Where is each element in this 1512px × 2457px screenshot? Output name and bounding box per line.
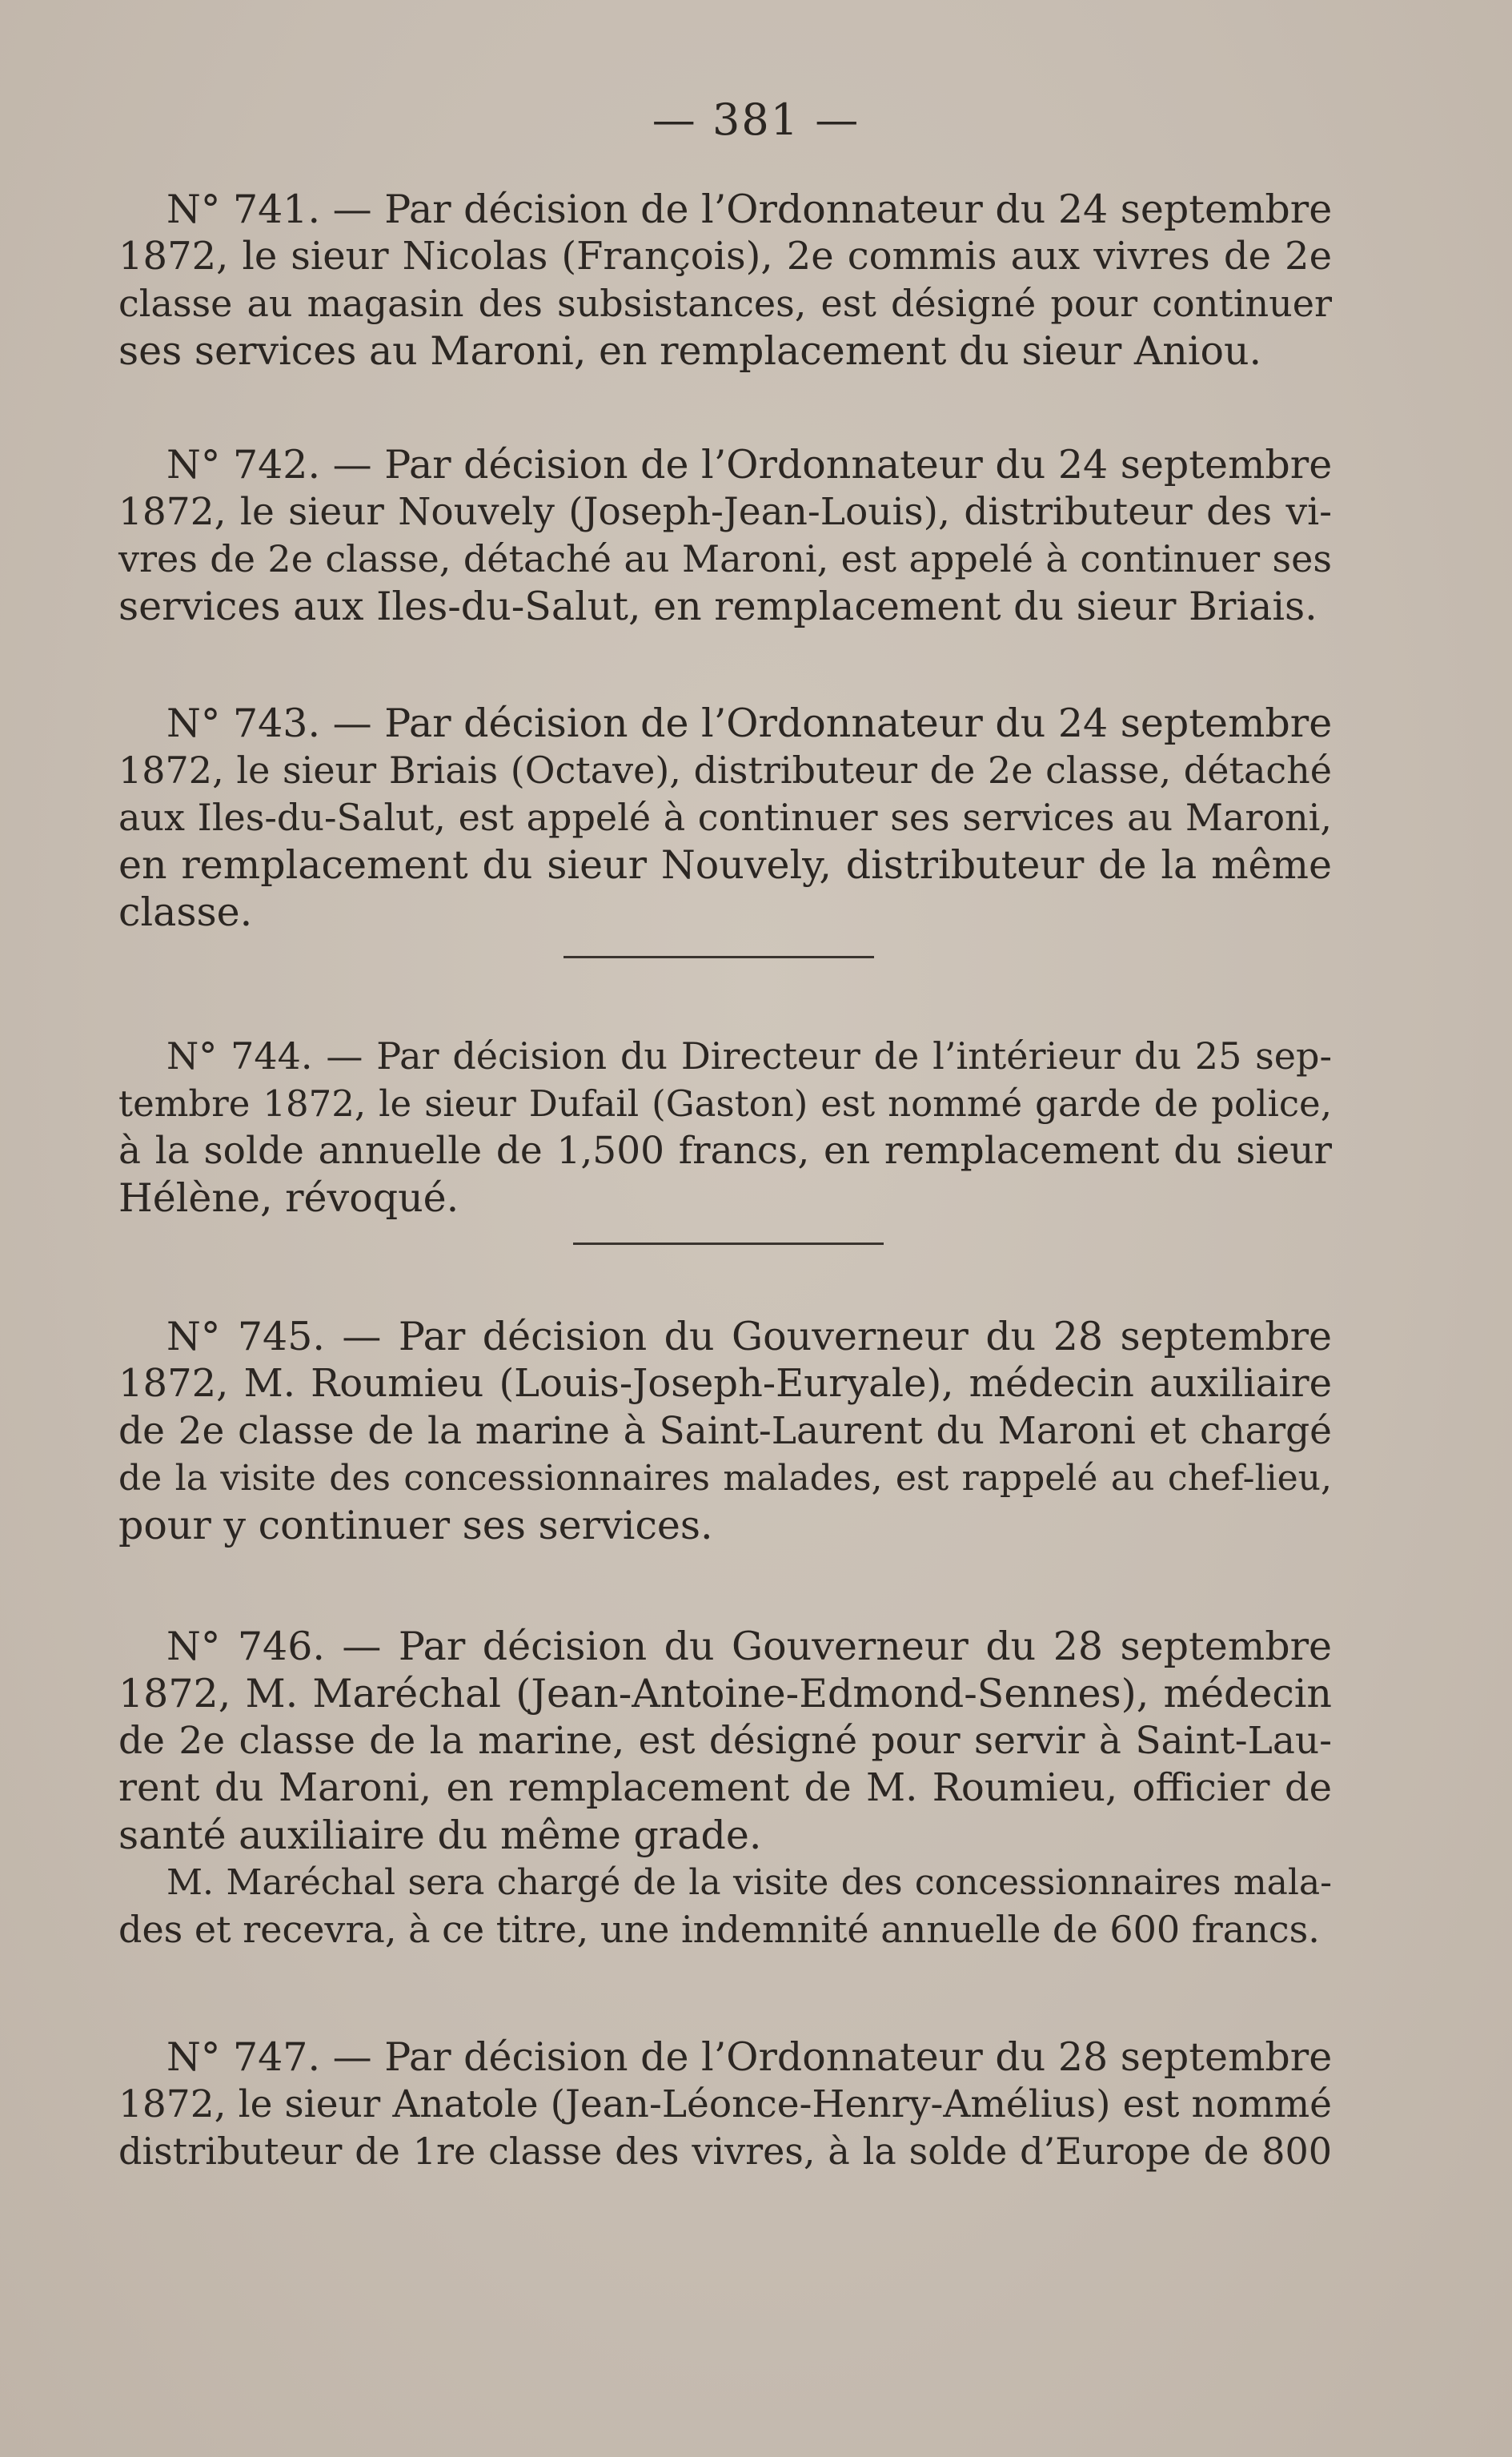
section-divider (573, 1243, 884, 1245)
entry-line: classe au magasin des subsistances, est désigné pour continuer (118, 282, 1332, 325)
entry-line: 1872, le sieur Anatole (Jean-Léonce-Henry-Amélius) est nommé (118, 2082, 1332, 2126)
entry-line: classe. (118, 889, 253, 935)
entry-line: 1872, M. Maréchal (Jean-Antoine-Edmond-Sennes), médecin (118, 1671, 1332, 1716)
entry-line: N° 746. — Par décision du Gouverneur du 28 septembre (166, 1624, 1332, 1669)
entry-745 (118, 1313, 1332, 1549)
entry-line: en remplacement du sieur Nouvely, distributeur de la même (118, 842, 1332, 888)
entry-line: à la solde annuelle de 1,500 francs, en remplacement du sieur (118, 1129, 1332, 1173)
entry-line: 1872, le sieur Nicolas (François), 2e commis aux vivres de 2e (118, 234, 1332, 279)
entry-line: N° 743. — Par décision de l’Ordonnateur du 24 septembre (166, 701, 1333, 746)
entry-line: 1872, le sieur Nouvely (Joseph-Jean-Louis), distributeur des vi- (118, 490, 1332, 534)
entry-line: tembre 1872, le sieur Dufail (Gaston) est nommé garde de police, (118, 1082, 1332, 1125)
entry-741 (118, 186, 1332, 375)
entry-747 (118, 2033, 1332, 2175)
entry-line: aux Iles-du-Salut, est appelé à continuer ses services au Maroni, (118, 796, 1332, 839)
page-number-header: — 381 — (652, 94, 860, 145)
entry-line: services aux Iles-du-Salut, en remplacement du sieur Briais. (118, 584, 1317, 629)
entry-line: de 2e classe de la marine à Saint-Laurent du Maroni et chargé (118, 1409, 1332, 1453)
entry-line: Hélène, révoqué. (118, 1175, 459, 1221)
entry-line: 1872, M. Roumieu (Louis-Joseph-Euryale), médecin auxiliaire (118, 1361, 1332, 1406)
entry-line: N° 742. — Par décision de l’Ordonnateur du 24 septembre (166, 442, 1333, 488)
entry-line: pour y continuer ses services. (118, 1503, 713, 1548)
entry-line: vres de 2e classe, détaché au Maroni, est appelé à continuer ses (118, 537, 1332, 580)
entry-742 (118, 441, 1332, 630)
entry-line: ses services au Maroni, en remplacement du sieur Aniou. (118, 328, 1262, 374)
entry-743 (118, 700, 1332, 936)
entry-line: rent du Maroni, en remplacement de M. Roumieu, officier de (118, 1765, 1332, 1810)
entry-line: 1872, le sieur Briais (Octave), distributeur de 2e classe, détaché (118, 749, 1332, 792)
entry-line: santé auxiliaire du même grade. (118, 1813, 762, 1858)
entry-line: des et recevra, à ce titre, une indemnité annuelle de 600 francs. (118, 1908, 1320, 1951)
entry-744 (118, 1033, 1332, 1222)
entry-line: M. Maréchal sera chargé de la visite des concessionnaires mala- (166, 1862, 1332, 1903)
entry-line: N° 745. — Par décision du Gouverneur du 28 septembre (166, 1314, 1332, 1359)
entry-line: distributeur de 1re classe des vivres, à la solde d’Europe de 800 (118, 2130, 1332, 2173)
entry-line: N° 744. — Par décision du Directeur de l’intérieur du 25 sep- (166, 1034, 1332, 1078)
entry-line: de 2e classe de la marine, est désigné pour servir à Saint-Lau- (118, 1719, 1332, 1763)
entry-line: de la visite des concessionnaires malades, est rappelé au chef-lieu, (118, 1458, 1332, 1499)
entry-line: N° 741. — Par décision de l’Ordonnateur du 24 septembre (166, 187, 1333, 232)
entry-line: N° 747. — Par décision de l’Ordonnateur du 28 septembre (166, 2034, 1333, 2080)
section-divider (563, 956, 874, 958)
entry-746 (118, 1623, 1332, 1953)
